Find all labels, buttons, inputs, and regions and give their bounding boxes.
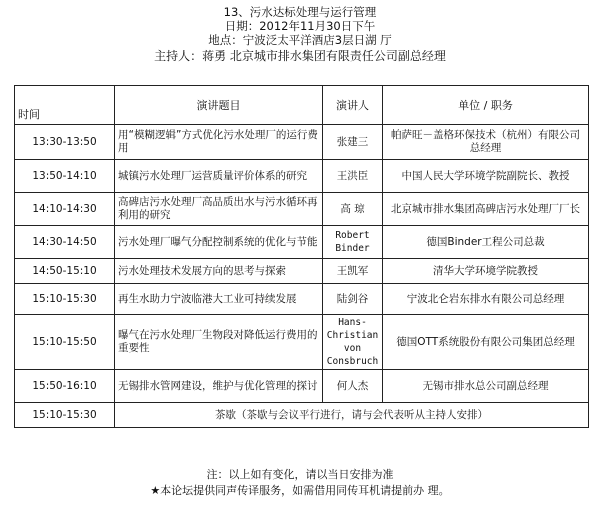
session-host: 主持人：蒋勇 北京城市排水集团有限责任公司副总经理 <box>154 49 446 63</box>
break-text: 茶歇（茶歇与会议平行进行，请与会代表听从主持人安排） <box>115 403 589 428</box>
row-topic: 高碑店污水处理厂高品质出水与污水循环再利用的研究 <box>115 193 323 226</box>
row-topic: 污水处理厂曝气分配控制系统的优化与节能 <box>115 226 323 259</box>
table-row <box>15 259 589 284</box>
row-unit: 中国人民大学环境学院副院长、教授 <box>383 160 589 193</box>
footer-service-note: ★本论坛提供同声传译服务，如需借用同传耳机请提前办 理。 <box>150 484 450 497</box>
table-row <box>15 125 589 160</box>
table-row <box>15 370 589 403</box>
schedule-table <box>14 85 589 428</box>
column-header-unit: 单位 / 职务 <box>383 86 589 125</box>
row-time: 14:50-15:10 <box>15 259 115 284</box>
row-time: 15:50-16:10 <box>15 370 115 403</box>
table-row <box>15 160 589 193</box>
row-unit: 帕萨旺－盖格环保技术（杭州）有限公司总经理 <box>383 125 589 160</box>
column-header-time: 时间 <box>15 86 115 125</box>
row-speaker: Robert Binder <box>323 226 383 259</box>
table-row <box>15 193 589 226</box>
row-speaker: 何人杰 <box>323 370 383 403</box>
footer-note: 注：以上如有变化，请以当日安排为准 <box>206 468 394 481</box>
break-time: 15:10-15:30 <box>15 403 115 428</box>
session-title: 13、污水达标处理与运行管理 <box>223 5 377 19</box>
session-venue: 地点：宁波泛太平洋酒店3层日湖 厅 <box>208 33 392 47</box>
row-speaker: 王洪臣 <box>323 160 383 193</box>
table-row <box>15 284 589 315</box>
table-header-row <box>15 86 589 125</box>
row-time: 13:30-13:50 <box>15 125 115 160</box>
row-speaker: 陆剑谷 <box>323 284 383 315</box>
row-time: 15:10-15:30 <box>15 284 115 315</box>
row-unit: 宁波北仑岩东排水有限公司总经理 <box>383 284 589 315</box>
row-time: 13:50-14:10 <box>15 160 115 193</box>
row-unit: 德国Binder工程公司总裁 <box>383 226 589 259</box>
row-topic: 曝气在污水处理厂生物段对降低运行费用的重要性 <box>115 315 323 370</box>
column-header-topic: 演讲题目 <box>115 86 323 125</box>
table-row <box>15 315 589 370</box>
row-unit: 北京城市排水集团高碑店污水处理厂厂长 <box>383 193 589 226</box>
row-topic: 再生水助力宁波临港大工业可持续发展 <box>115 284 323 315</box>
break-row <box>15 403 589 428</box>
session-date: 日期：2012年11月30日下午 <box>224 19 376 33</box>
table-row <box>15 226 589 259</box>
row-time: 14:10-14:30 <box>15 193 115 226</box>
row-topic: 无锡排水管网建设，维护与优化管理的探讨 <box>115 370 323 403</box>
row-speaker: 王凯军 <box>323 259 383 284</box>
row-speaker: 张建三 <box>323 125 383 160</box>
row-topic: 用“模糊逻辑”方式优化污水处理厂的运行费用 <box>115 125 323 160</box>
row-topic: 污水处理技术发展方向的思考与探索 <box>115 259 323 284</box>
row-time: 15:10-15:50 <box>15 315 115 370</box>
row-topic: 城镇污水处理厂运营质量评价体系的研究 <box>115 160 323 193</box>
row-speaker: 高 琼 <box>323 193 383 226</box>
row-unit: 无锡市排水总公司副总经理 <box>383 370 589 403</box>
row-speaker: Hans-Christian von Consbruch <box>323 315 383 370</box>
row-unit: 清华大学环境学院教授 <box>383 259 589 284</box>
column-header-speaker: 演讲人 <box>323 86 383 125</box>
row-time: 14:30-14:50 <box>15 226 115 259</box>
row-unit: 德国OTT系统股份有限公司集团总经理 <box>383 315 589 370</box>
